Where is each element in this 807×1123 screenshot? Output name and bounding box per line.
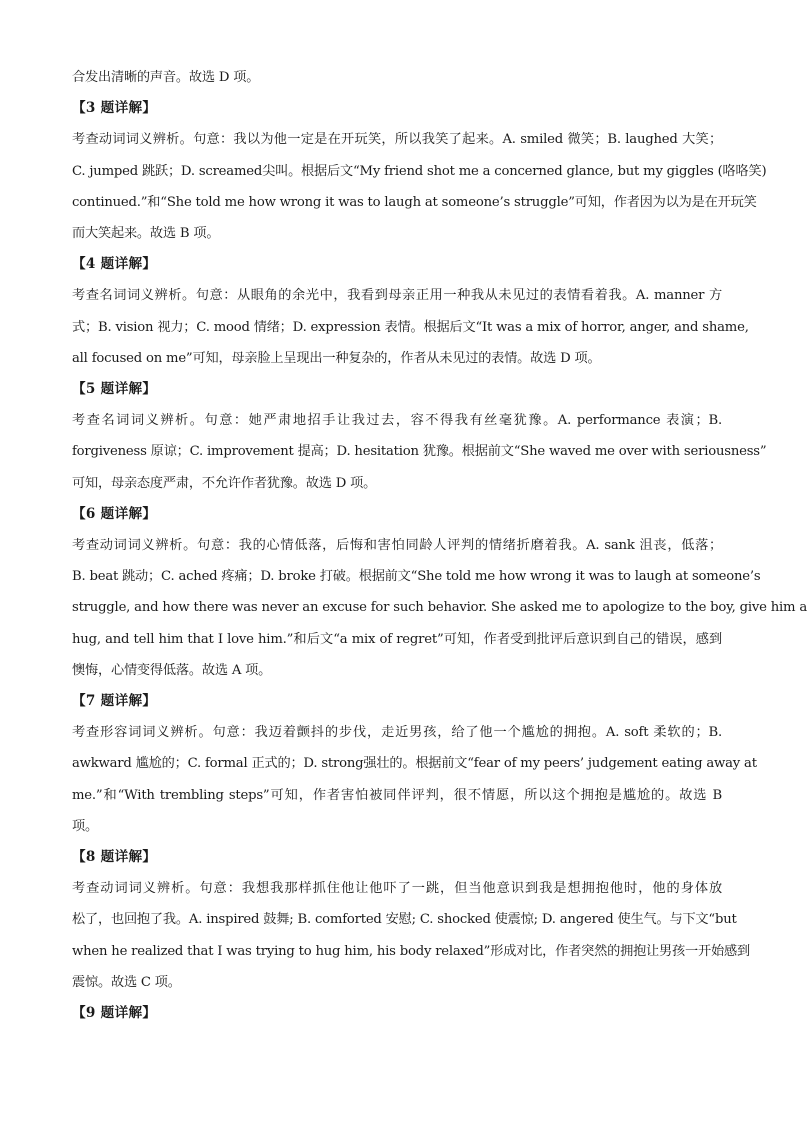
section-heading: 【5 题详解】	[72, 381, 157, 398]
text-line: all focused on me”可知，母亲脸上呈现出一种复杂的，作者从未见过的表情。故选 D 项。	[72, 350, 601, 366]
text-line: 式；B. vision 视力；C. mood 情绪；D. expression 表情。根据后文“It was a mix of horror, anger, and shame,	[72, 319, 749, 335]
text-line: awkward 尴尬的；C. formal 正式的；D. strong强壮的。根据前文“fear of my peers’ judgement eating away at	[72, 756, 757, 772]
text-line: 考查动词词义辨析。句意：我想我那样抓住他让他吓了一跳，但当他意识到我是想拥抱他时，他的身体放	[72, 881, 722, 897]
text-line: me.”和“With trembling steps”可知，作者害怕被同伴评判，很不情愿，所以这个拥抱是尴尬的。故选 B	[72, 787, 722, 803]
text-line: 可知，母亲态度严肃，不允许作者犹豫。故选 D 项。	[72, 475, 377, 491]
document-page	[72, 62, 807, 1029]
text-line: struggle, and how there was never an excuse for such behavior. She asked me to apologize to the boy, give him a	[72, 600, 807, 616]
section-heading: 【7 题详解】	[72, 693, 157, 710]
text-line: when he realized that I was trying to hug him, his body relaxed”形成对比，作者突然的拥抱让男孩一开始感到	[72, 943, 750, 959]
text-line: hug, and tell him that I love him.”和后文“a mix of regret”可知，作者受到批评后意识到自己的错误，感到	[72, 631, 722, 647]
text-line: continued.”和“She told me how wrong it was to laugh at someone’s struggle”可知，作者因为以为是在开玩笑	[72, 194, 757, 210]
text-line: C. jumped 跳跃；D. screamed尖叫。根据后文“My friend shot me a concerned glance, but my giggles (咯咯笑)	[72, 163, 767, 179]
text-line: 项。	[72, 818, 98, 834]
section-heading: 【4 题详解】	[72, 256, 157, 273]
section-heading: 【9 题详解】	[72, 1005, 157, 1022]
section-heading: 【8 题详解】	[72, 849, 157, 866]
text-line: 考查名词词义辨析。句意：她严肃地招手让我过去，容不得我有丝毫犹豫。A. performance 表演；B.	[72, 413, 722, 429]
text-line: 松了，也回抱了我。A. inspired 鼓舞; B. comforted 安慰; C. shocked 使震惊; D. angered 使生气。与下文“but	[72, 912, 737, 928]
section-heading: 【3 题详解】	[72, 100, 157, 117]
text-line: 震惊。故选 C 项。	[72, 974, 181, 990]
text-line: 考查动词词义辨析。句意：我的心情低落，后悔和害怕同龄人评判的情绪折磨着我。A. sank 沮丧，低落；	[72, 538, 722, 554]
text-line: forgiveness 原谅；C. improvement 提高；D. hesitation 犹豫。根据前文“She waved me over with seriousness”	[72, 444, 767, 460]
text-line: 考查动词词义辨析。句意：我以为他一定是在开玩笑，所以我笑了起来。A. smiled 微笑；B. laughed 大笑；	[72, 132, 722, 148]
text-line: 考查名词词义辨析。句意：从眼角的余光中，我看到母亲正用一种我从未见过的表情看着我。A. manner 方	[72, 288, 722, 304]
text-line: 懊悔，心情变得低落。故选 A 项。	[72, 662, 272, 678]
section-heading: 【6 题详解】	[72, 505, 157, 522]
text-line: 而大笑起来。故选 B 项。	[72, 226, 220, 242]
text-line: B. beat 跳动；C. ached 疼痛；D. broke 打破。根据前文“She told me how wrong it was to laugh at someone’s	[72, 569, 761, 585]
text-line: 合发出清晰的声音。故选 D 项。	[72, 70, 260, 85]
text-line: 考查形容词词义辨析。句意：我迈着颤抖的步伐，走近男孩，给了他一个尴尬的拥抱。A. soft 柔软的；B.	[72, 725, 722, 741]
